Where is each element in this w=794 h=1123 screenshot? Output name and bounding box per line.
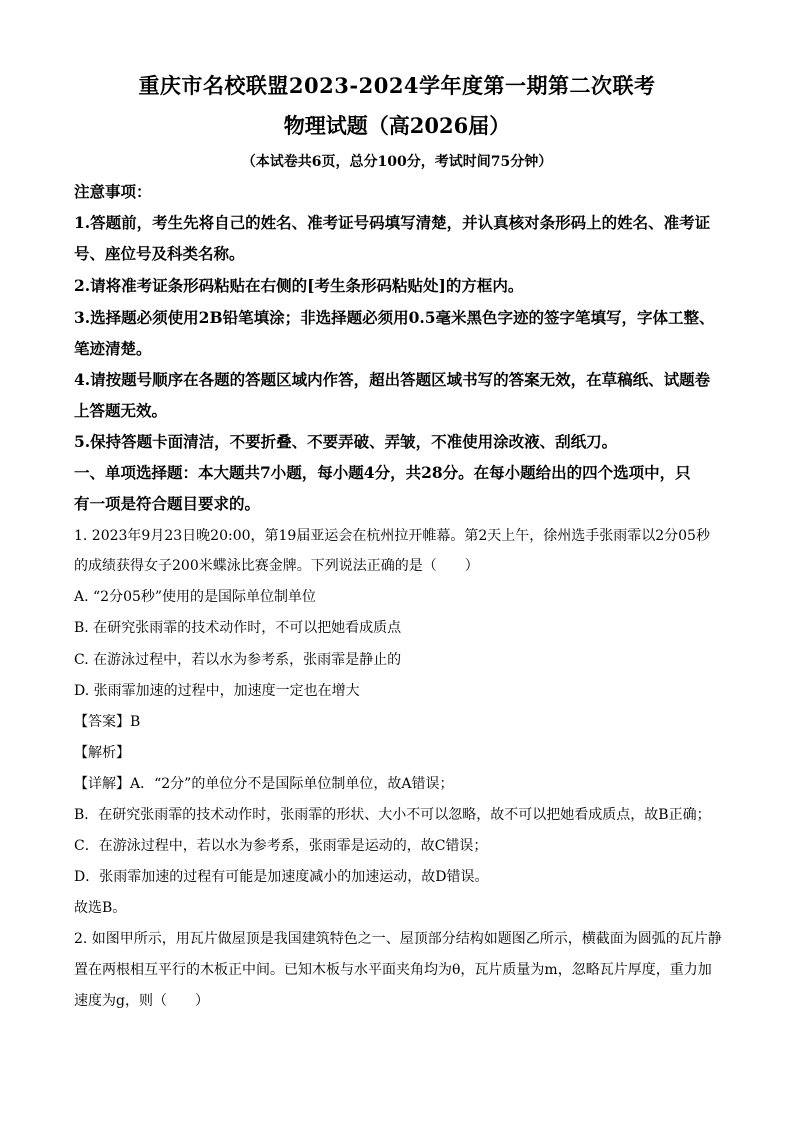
page-subtitle: 物理试题（高2026届） bbox=[283, 113, 511, 138]
question-2-stem: 2. 如图甲所示，用瓦片做屋顶是我国建筑特色之一、屋顶部分结构如题图乙所示，横截面为圆弧的瓦片静 bbox=[74, 931, 722, 947]
question-2-stem: 速度为g，则（ ） bbox=[74, 993, 209, 1009]
answer-tag: 【答案】B bbox=[74, 714, 141, 730]
question-1-option-c: C. 在游泳过程中，若以水为参考系，张雨霏是静止的 bbox=[74, 652, 402, 668]
analysis-conclusion: 故选B。 bbox=[74, 900, 127, 916]
instructions-heading: 注意事项： bbox=[74, 182, 152, 201]
question-2-stem: 置在两根相互平行的木板正中间。已知木板与水平面夹角均为θ，瓦片质量为m，忽略瓦片厚度，重力加 bbox=[74, 962, 712, 978]
instruction-line: 3.选择题必须使用2B铅笔填涂；非选择题必须用0.5毫米黑色字迹的签字笔填写，字体工整、 bbox=[74, 308, 715, 327]
instruction-line: 笔迹清楚。 bbox=[74, 339, 152, 358]
instruction-line: 号、座位号及科类名称。 bbox=[74, 244, 245, 263]
instruction-line: 5.保持答题卡面清洁，不要折叠、不要弄破、弄皱，不准使用涂改液、刮纸刀。 bbox=[74, 432, 618, 451]
instruction-line: 上答题无效。 bbox=[74, 401, 168, 420]
section-heading-cont: 有一项是符合题目要求的。 bbox=[74, 494, 261, 513]
analysis-tag: 【解析】 bbox=[74, 745, 130, 761]
question-1-option-d: D. 张雨霏加速的过程中，加速度一定也在增大 bbox=[74, 683, 360, 699]
exam-note: （本试卷共6页，总分100分，考试时间75分钟） bbox=[241, 154, 553, 170]
page-title: 重庆市名校联盟2023-2024学年度第一期第二次联考 bbox=[138, 73, 656, 98]
instruction-line: 1.答题前，考生先将自己的姓名、准考证号码填写清楚，并认真核对条形码上的姓名、准考证 bbox=[74, 213, 711, 232]
question-1-stem: 1. 2023年9月23日晚20:00，第19届亚运会在杭州拉开帷幕。第2天上午，徐州选手张雨霏以2分05秒 bbox=[74, 528, 710, 544]
question-1-option-b: B. 在研究张雨霏的技术动作时，不可以把她看成质点 bbox=[74, 620, 402, 636]
analysis-line: B．在研究张雨霏的技术动作时，张雨霏的形状、大小不可以忽略，故不可以把她看成质点，故B正确； bbox=[74, 807, 711, 823]
analysis-line: D．张雨霏加速的过程有可能是加速度减小的加速运动，故D错误。 bbox=[74, 869, 489, 885]
section-heading: 一、单项选择题：本大题共7小题，每小题4分，共28分。在每小题给出的四个选项中，只 bbox=[74, 463, 691, 482]
analysis-line: C．在游泳过程中，若以水为参考系，张雨霏是运动的，故C错误； bbox=[74, 838, 488, 854]
question-1-stem: 的成绩获得女子200米蝶泳比赛金牌。下列说法正确的是（ ） bbox=[74, 558, 479, 574]
analysis-line: 【详解】A．“2分”的单位分不是国际单位制单位，故A错误； bbox=[74, 776, 454, 792]
question-1-option-a: A. “2分05秒”使用的是国际单位制单位 bbox=[74, 589, 317, 605]
instruction-line: 2.请将准考证条形码粘贴在右侧的[考生条形码粘贴处]的方框内。 bbox=[74, 276, 524, 295]
instruction-line: 4.请按题号顺序在各题的答题区域内作答，超出答题区域书写的答案无效，在草稿纸、试题卷 bbox=[74, 370, 711, 389]
